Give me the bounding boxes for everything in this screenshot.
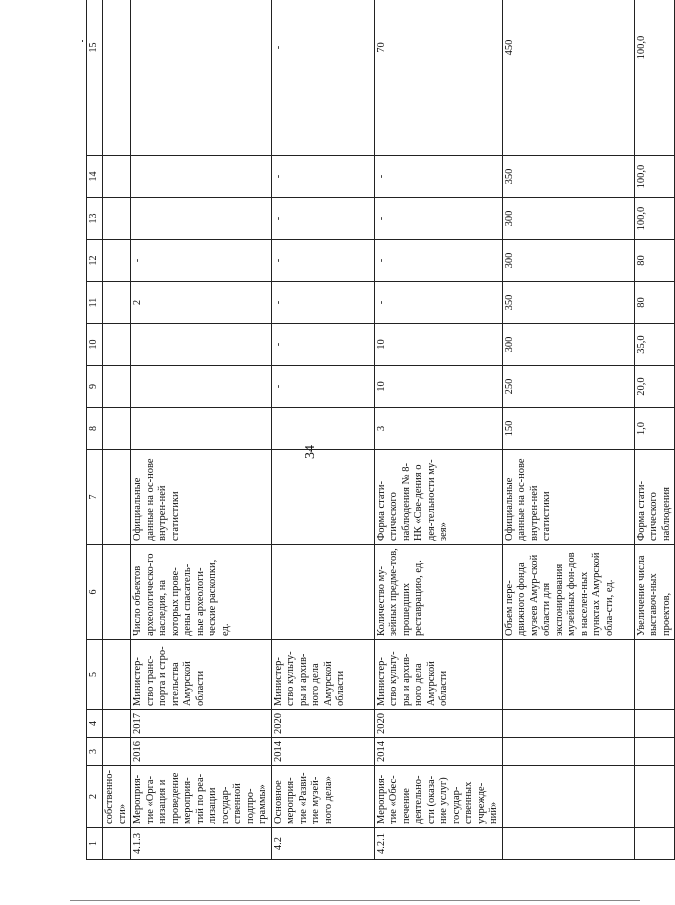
table-cell	[271, 408, 374, 450]
table-cell	[502, 766, 634, 828]
column-header: 9	[87, 366, 103, 408]
table-cell: Увеличение числа выставоч-ных проектов,	[634, 545, 675, 640]
table-cell: 70	[374, 0, 502, 156]
table-cell: 300	[502, 240, 634, 282]
table-cell: 100,0	[634, 198, 675, 240]
table-cell	[271, 450, 374, 545]
left-edge-mark	[82, 40, 83, 42]
table-cell: 3	[374, 408, 502, 450]
table-cell: 10	[374, 324, 502, 366]
table-cell	[131, 0, 272, 156]
column-header: 1	[87, 828, 103, 860]
table-cell	[103, 545, 131, 640]
table-cell: 20,0	[634, 366, 675, 408]
table-cell: Официальные данные на ос-нове внутрен-ней статистики	[502, 450, 634, 545]
table-cell	[103, 710, 131, 738]
table-cell: 2	[131, 282, 272, 324]
table-cell: собственно-сти»	[103, 766, 131, 828]
table-cell: Объем пере-движного фонда музеев Амур-ской области для экспонирования музейных фон-дов в населен-ных пунктах Амурской обла-сти, ед.	[502, 545, 634, 640]
table-cell: -	[374, 198, 502, 240]
table-cell: -	[131, 240, 272, 282]
column-header: 13	[87, 198, 103, 240]
table-cell: 4.1.3	[131, 828, 272, 860]
table-row	[103, 0, 131, 860]
table-cell	[103, 450, 131, 545]
table-cell: -	[271, 198, 374, 240]
column-header: 3	[87, 738, 103, 766]
table-cell: -	[374, 282, 502, 324]
table-cell: 80	[634, 282, 675, 324]
table-cell: 300	[502, 198, 634, 240]
table-row	[634, 0, 675, 860]
table-cell	[271, 545, 374, 640]
table-cell: 250	[502, 366, 634, 408]
header-row	[87, 0, 103, 860]
table-cell: 100,0	[634, 156, 675, 198]
table-row	[502, 0, 634, 860]
column-header: 10	[87, 324, 103, 366]
rotated-table-wrapper	[86, 30, 672, 860]
table-cell: Мероприя-тие «Орга-низация и проведение мероприя-тий по реа-лизации государ-ственной подпро-граммы»	[131, 766, 272, 828]
table-cell: -	[271, 156, 374, 198]
table-cell: 2014	[374, 738, 502, 766]
table-cell: 10	[374, 366, 502, 408]
table-cell: -	[374, 240, 502, 282]
table-cell: Официальные данные на ос-нове внутрен-ней статистики	[131, 450, 272, 545]
column-header: 12	[87, 240, 103, 282]
column-header: 4	[87, 710, 103, 738]
column-header: 15	[87, 0, 103, 156]
table-cell	[634, 738, 675, 766]
column-header: 6	[87, 545, 103, 640]
table-cell: 80	[634, 240, 675, 282]
table-cell: Форма стати-стического наблюдения № 8-НК «Све-дения о дея-тельности му-зея»	[374, 450, 502, 545]
table-cell: 2016	[131, 738, 272, 766]
table-cell: -	[271, 0, 374, 156]
table-cell	[502, 710, 634, 738]
table-cell	[131, 156, 272, 198]
table-cell: 35,0	[634, 324, 675, 366]
column-header: 14	[87, 156, 103, 198]
table-cell	[103, 198, 131, 240]
table-cell	[634, 828, 675, 860]
column-header: 5	[87, 640, 103, 710]
table-cell	[131, 198, 272, 240]
table-cell: 2017	[131, 710, 272, 738]
table-cell	[103, 240, 131, 282]
table-row	[374, 0, 502, 860]
table-cell	[103, 366, 131, 408]
table-row	[131, 0, 272, 860]
table-cell	[103, 0, 131, 156]
table-cell: Мероприя-тие «Обес-печение деятельно-сти (оказа-ние услуг) государ-ственных учрежде-ний»	[374, 766, 502, 828]
table-cell: 350	[502, 156, 634, 198]
bottom-rule	[70, 900, 640, 901]
column-header: 8	[87, 408, 103, 450]
table-cell: Форма стати-стического наблюдения	[634, 450, 675, 545]
table-cell: -	[271, 282, 374, 324]
table-cell: 300	[502, 324, 634, 366]
table-cell	[103, 282, 131, 324]
table-cell: 100,0	[634, 0, 675, 156]
table-cell	[103, 828, 131, 860]
table-cell	[131, 324, 272, 366]
table-cell: Основное мероприя-тие «Разви-тие музей-ного дела»	[271, 766, 374, 828]
table-cell	[103, 408, 131, 450]
column-header: 7	[87, 450, 103, 545]
table-body	[103, 0, 675, 860]
table-cell: -	[271, 366, 374, 408]
table-cell: 150	[502, 408, 634, 450]
table-row	[271, 0, 374, 860]
column-header: 2	[87, 766, 103, 828]
table-cell: Министер-ство транс-порта и стро-ительства Амурской области	[131, 640, 272, 710]
table-cell	[103, 324, 131, 366]
table-cell	[634, 640, 675, 710]
table-cell	[131, 408, 272, 450]
table-cell: Министер-ство культу-ры и архив-ного дела Амурской области	[374, 640, 502, 710]
table-header	[87, 0, 103, 860]
table-cell: 2014	[271, 738, 374, 766]
table-cell	[103, 738, 131, 766]
table-cell: -	[374, 156, 502, 198]
table-cell	[634, 766, 675, 828]
table-cell: -	[271, 324, 374, 366]
table-cell: 450	[502, 0, 634, 156]
indicators-table	[86, 0, 675, 860]
table-cell	[502, 738, 634, 766]
table-cell: Министер-ство культу-ры и архив-ного дела Амурской области	[271, 640, 374, 710]
table-cell: 2020	[374, 710, 502, 738]
table-cell	[634, 710, 675, 738]
column-header: 11	[87, 282, 103, 324]
table-cell: 2020	[271, 710, 374, 738]
table-cell: 4.2	[271, 828, 374, 860]
table-cell	[103, 156, 131, 198]
table-cell	[131, 366, 272, 408]
table-cell	[502, 828, 634, 860]
table-cell: 4.2.1	[374, 828, 502, 860]
table-cell	[502, 640, 634, 710]
table-cell: 1,0	[634, 408, 675, 450]
table-cell: 350	[502, 282, 634, 324]
table-cell: -	[271, 240, 374, 282]
table-cell: Количество му-зейных предме-тов, прошедших реставрацию, ед.	[374, 545, 502, 640]
page-number: 34	[303, 445, 318, 459]
table-cell	[103, 640, 131, 710]
table-cell: Число объектов археологическо-го наследия, на которых прове-дены спасатель-ные археологи-ческие раскопки, ед.	[131, 545, 272, 640]
